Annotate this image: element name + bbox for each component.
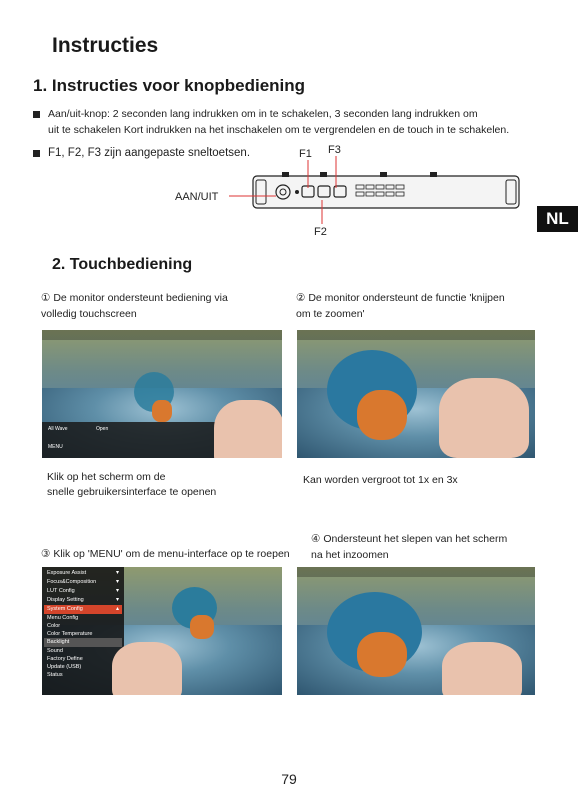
- bird-breast-shape: [190, 615, 214, 639]
- bird-breast-shape: [152, 400, 172, 422]
- quick-ui-menu-button[interactable]: MENU: [48, 444, 63, 450]
- menu-item-label: Factory Define: [47, 656, 83, 662]
- menu-item-label: Backlight: [47, 639, 70, 645]
- screen-photo-tap: [42, 330, 282, 458]
- menu-item-label: LUT Config: [47, 588, 75, 594]
- f2-label: F2: [314, 226, 327, 238]
- menu-item-label: Status: [47, 672, 63, 678]
- item1-line2: volledig touchscreen: [41, 308, 137, 320]
- callout-lines: [0, 0, 578, 260]
- screen-photo-drag: [297, 567, 535, 695]
- menu-item-label: Display Setting: [47, 597, 84, 603]
- f3-label: F3: [328, 144, 341, 156]
- bullet2-text: F1, F2, F3 zijn aangepaste sneltoetsen.: [48, 147, 251, 159]
- menu-item-label: Exposure Assist: [47, 570, 87, 576]
- bullet1-line2: uit te schakelen Kort indrukken na het inschakelen om te vergrendelen en de touch in te schakelen.: [48, 124, 510, 136]
- chevron-down-icon: ▾: [115, 579, 119, 585]
- menu-item-label: Color: [47, 623, 61, 629]
- section2-heading: 2. Touchbediening: [52, 256, 193, 273]
- menu-item[interactable]: [44, 578, 122, 587]
- bullet1-line1: Aan/uit-knop: 2 seconden lang indrukken om in te schakelen, 3 seconden lang indrukken om: [48, 108, 478, 120]
- item1-caption-line1: Klik op het scherm om de: [47, 471, 166, 483]
- menu-item-label: Menu Config: [47, 615, 79, 621]
- quick-ui-state: Open: [96, 426, 109, 432]
- menu-item-label: Color Temperature: [47, 631, 93, 637]
- screen-photo-menu: [42, 567, 282, 695]
- menu-item-label: Sound: [47, 648, 63, 654]
- language-tab: NL: [537, 206, 578, 232]
- chevron-up-icon: ▴: [115, 606, 119, 612]
- power-label: AAN/UIT: [175, 191, 219, 203]
- chevron-down-icon: ▾: [115, 588, 119, 594]
- hand-shape: [442, 642, 522, 695]
- quick-ui-label: All Wave: [48, 426, 68, 432]
- screen-photo-zoom: [297, 330, 535, 458]
- item2-line2: om te zoomen': [296, 308, 365, 320]
- menu-item[interactable]: [44, 569, 122, 578]
- menu-item[interactable]: [44, 587, 122, 596]
- bird-breast-shape: [357, 390, 407, 440]
- section1-heading: 1. Instructies voor knopbediening: [33, 76, 306, 95]
- menu-item-label: Update (USB): [47, 664, 82, 670]
- chevron-down-icon: ▾: [115, 597, 119, 603]
- submenu-item[interactable]: [44, 638, 122, 647]
- bird-breast-shape: [357, 632, 407, 677]
- hand-shape: [439, 378, 529, 458]
- item4-line2: na het inzoomen: [311, 549, 389, 561]
- item1-caption-line2: snelle gebruikersinterface te openen: [47, 486, 217, 498]
- page-title: Instructies: [52, 34, 159, 57]
- item4-line1: ④ Ondersteunt het slepen van het scherm: [311, 533, 508, 545]
- page-number: 79: [281, 771, 297, 787]
- item2-caption: Kan worden vergroot tot 1x en 3x: [303, 474, 458, 486]
- hand-shape: [214, 400, 282, 458]
- hand-shape: [112, 642, 182, 695]
- menu-item[interactable]: [44, 596, 122, 605]
- item3-line: ③ Klik op 'MENU' om de menu-interface op te roepen: [41, 548, 290, 560]
- menu-item-label: System Config: [47, 606, 83, 612]
- menu-item-label: Focus&Composition: [47, 579, 97, 585]
- item2-line1: ② De monitor ondersteunt de functie 'knijpen: [296, 292, 505, 304]
- menu-item-active[interactable]: [44, 605, 122, 614]
- chevron-down-icon: ▾: [115, 570, 119, 576]
- submenu-item[interactable]: [44, 671, 122, 680]
- f1-label: F1: [299, 148, 312, 160]
- item1-line1: ① De monitor ondersteunt bediening via: [41, 292, 228, 304]
